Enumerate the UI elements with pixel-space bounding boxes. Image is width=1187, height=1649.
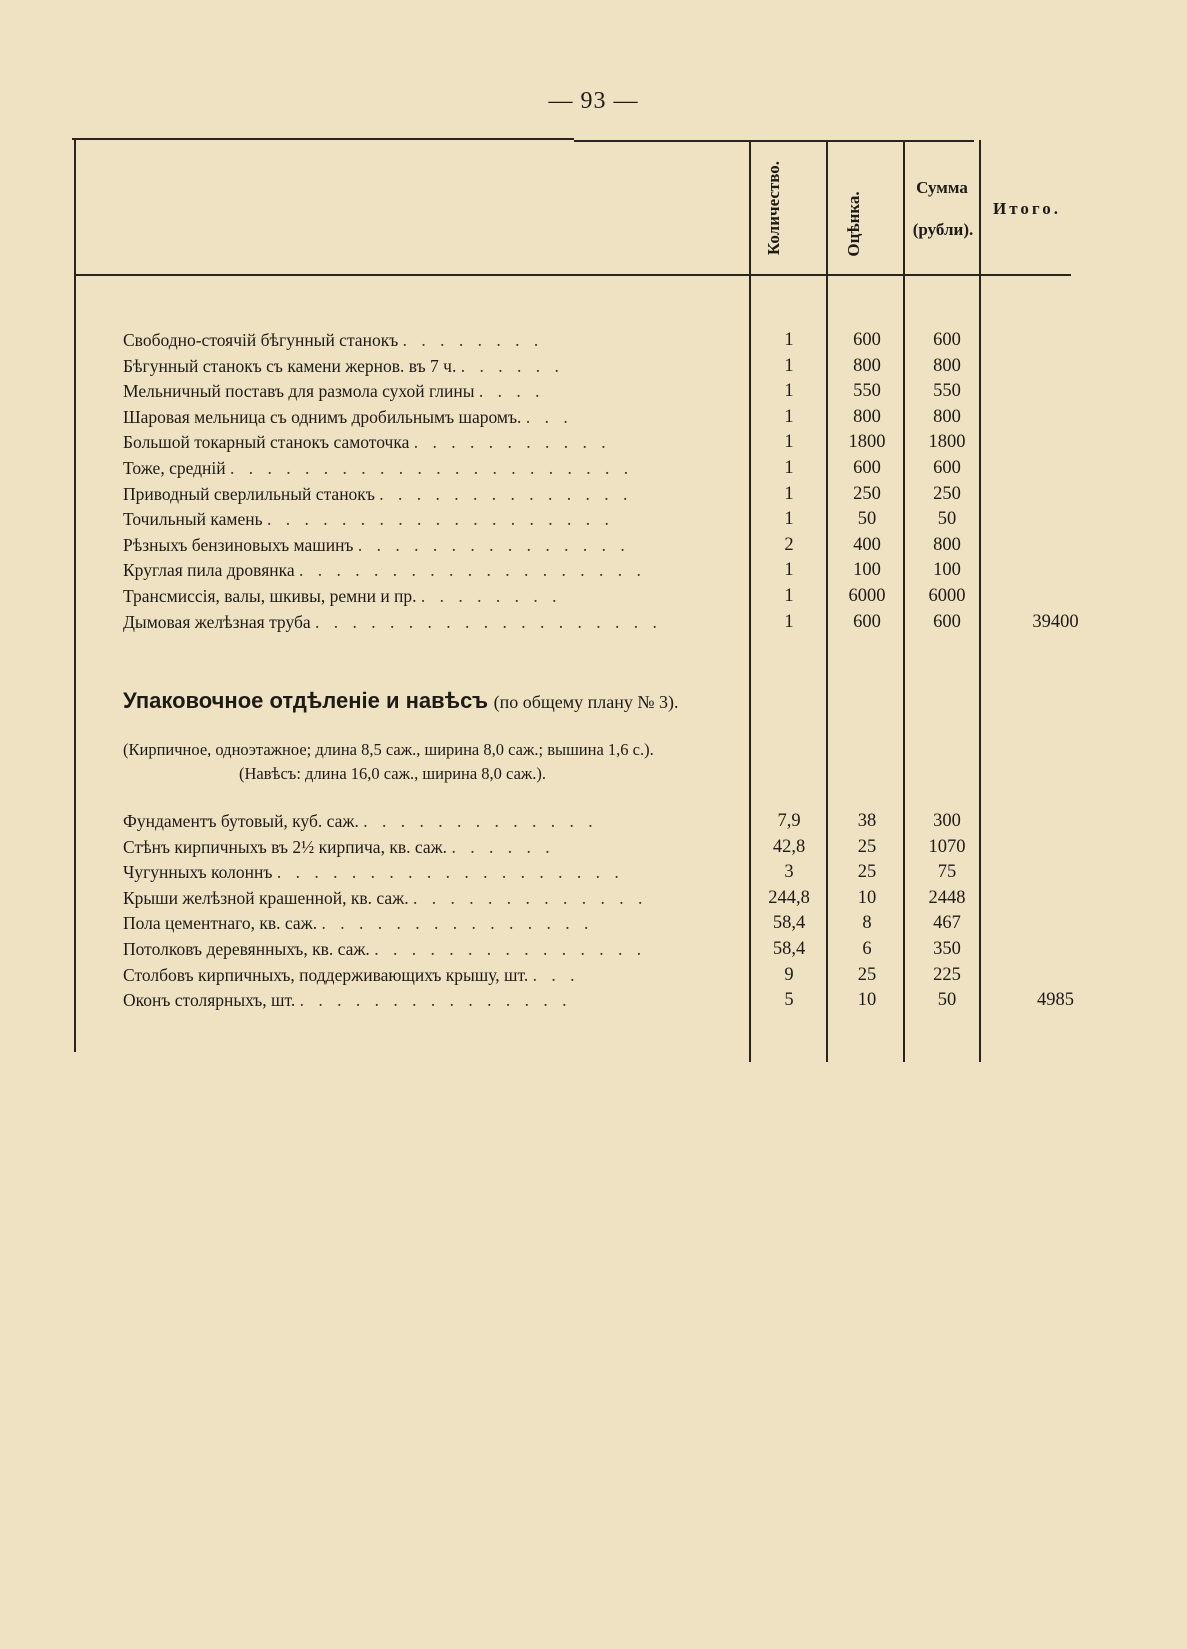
page-number: — 93 — [548,88,639,114]
leader-dots: . . . . . . [460,355,564,376]
estimate-cell: 400 [853,534,881,555]
table-row [123,936,1123,962]
estimate-cell: 250 [853,483,881,504]
leader-dots: . . . . . . . . . . . . . . . . . . . [266,509,614,530]
leader-dots: . . . . . . . . . . . [413,432,611,453]
estimate-cell: 25 [857,862,877,883]
sum-cell: 225 [933,964,961,985]
row-label [123,532,723,558]
row-label-text: Крыши желѣзной крашенной, кв. саж. [123,887,409,908]
sum-cell: 50 [937,990,957,1011]
table-row [123,583,1123,609]
quantity-cell: 1 [784,330,794,350]
total-cell: 4985 [1037,990,1074,1011]
table-row [123,455,1123,481]
table-row [123,557,1123,583]
quantity-cell: 1 [784,509,794,530]
estimate-cell: 600 [853,458,881,478]
table-row [123,327,1123,353]
estimate-cell: 800 [853,406,881,427]
estimate-cell: 600 [853,611,881,632]
row-label-text: Оконъ столярныхъ, шт. [123,990,296,1011]
header-total: Итого. [993,199,1061,218]
header-sum-line1: Сумма [916,178,968,197]
sum-cell: 350 [933,939,961,959]
sum-cell: 75 [937,862,957,883]
row-label [123,506,723,532]
table-row [123,859,1123,885]
table-row [123,808,1123,834]
header-quantity: Количество. [764,160,783,256]
left-border [74,140,76,1052]
leader-dots: . . . . . . . . . . . . . . . . . . . [299,560,646,581]
table-row [123,987,1123,1013]
row-label-text: Тоже, средній [123,458,226,478]
sum-cell: 600 [933,458,961,478]
row-label-text: Фундаментъ бутовый, куб. саж. [123,811,359,831]
header-estimate: Оцѣнка. [844,191,863,257]
header-sum-line2: (рубли). [912,220,974,239]
sum-cell: 467 [933,913,961,934]
quantity-cell: 58,4 [772,939,806,959]
table-row [123,609,1123,635]
estimate-cell: 50 [857,509,877,530]
row-label-text: Точильный камень [123,509,263,530]
row-label-text: Шаровая мельница съ однимъ дробильнымъ шаромъ. [123,406,522,427]
sum-cell: 6000 [928,586,966,606]
quantity-cell: 7,9 [777,811,801,831]
table-row [123,834,1123,860]
leader-dots: . . . . . . . . [402,330,544,350]
quantity-cell: 1 [784,355,794,376]
sum-cell: 800 [933,355,961,376]
quantity-cell: 3 [784,862,794,883]
table-row [123,429,1123,455]
row-label [123,885,723,911]
leader-dots: . . . . . . . . . . . . . . . . . . . [276,862,624,883]
quantity-cell: 58,4 [772,913,806,934]
row-label [123,987,723,1013]
row-label [123,481,723,507]
row-label-text: Большой токарный станокъ самоточка [123,432,410,453]
row-label [123,962,723,988]
quantity-cell: 1 [784,432,794,453]
quantity-cell: 1 [784,611,794,632]
quantity-cell: 1 [784,586,794,606]
estimate-cell: 38 [857,811,877,831]
estimate-cell: 1800 [848,432,886,453]
table-row [123,481,1123,507]
row-label [123,609,723,635]
leader-dots: . . . . . . . . . . . . . . . [299,990,572,1011]
leader-dots: . . . . . . . . . . . . . . . . . . . [315,611,662,632]
shed-dimensions-note: (Навѣсъ: длина 16,0 саж., ширина 8,0 саж.). [239,764,547,783]
table-row [123,962,1123,988]
sum-cell: 600 [933,330,961,350]
row-label-text: Приводный сверлильный станокъ [123,483,375,504]
leader-dots: . . . . . . . . [420,586,562,606]
table-row [123,404,1123,430]
leader-dots: . . . . . . . . . . . . . . . . . . . . . . [230,458,634,478]
row-label-text: Круглая пила дровянка [123,560,295,581]
sum-cell: 2448 [928,887,966,908]
estimate-cell: 10 [857,887,877,908]
table-top-rule-right [574,140,974,142]
estimate-cell: 600 [853,330,881,350]
estimate-cell: 25 [857,964,877,985]
row-label [123,378,723,404]
sum-cell: 50 [937,509,957,530]
quantity-cell: 1 [784,560,794,581]
sum-cell: 1070 [928,836,966,857]
quantity-cell: 1 [784,458,794,478]
leader-dots: . . . . . . . . . . . . . . . [374,939,647,959]
header-bottom-rule [76,274,1071,276]
quantity-cell: 244,8 [768,887,810,908]
table-row [123,532,1123,558]
row-label-text: Рѣзныхъ бензиновыхъ машинъ [123,534,354,555]
building-dimensions-note: (Кирпичное, одноэтажное; длина 8,5 саж., ширина 8,0 саж.; вышина 1,6 с.). [123,740,654,759]
section-title-main: Упаковочное отдѣленіе и навѣсъ [123,688,489,713]
estimate-cell: 25 [857,836,877,857]
row-label [123,404,723,430]
section-title [123,688,679,714]
quantity-cell: 1 [784,381,794,402]
sum-cell: 100 [933,560,961,581]
sum-cell: 250 [933,483,961,504]
table-row [123,378,1123,404]
quantity-cell: 5 [784,990,794,1011]
leader-dots: . . . [525,406,573,427]
table-row [123,506,1123,532]
quantity-cell: 1 [784,483,794,504]
row-label [123,859,723,885]
estimate-cell: 10 [857,990,877,1011]
leader-dots: . . . . . . . . . . . . . . . [321,913,594,934]
leader-dots: . . . . [478,381,545,402]
row-label-text: Чугунныхъ колоннъ [123,862,273,883]
table-top-rule [72,138,574,140]
leader-dots: . . . . . . . . . . . . . [413,887,648,908]
row-label [123,455,723,481]
sum-cell: 550 [933,381,961,402]
estimate-cell: 8 [862,913,872,934]
row-label [123,353,723,379]
row-label-text: Дымовая желѣзная труба [123,611,311,632]
quantity-cell: 2 [784,534,794,555]
estimate-cell: 100 [853,560,881,581]
leader-dots: . . . . . . . . . . . . . . . [357,534,630,555]
row-label-text: Столбовъ кирпичныхъ, поддерживающихъ крышу, шт. [123,964,529,985]
total-cell: 39400 [1032,611,1079,632]
estimate-cell: 800 [853,355,881,376]
row-label-text: Бѣгунный станокъ съ камени жернов. въ 7 ч. [123,355,457,376]
row-label [123,557,723,583]
leader-dots: . . . . . . [451,836,555,857]
table-row [123,885,1123,911]
estimate-cell: 550 [853,381,881,402]
row-label [123,834,723,860]
row-label [123,429,723,455]
sum-cell: 1800 [928,432,966,453]
row-label [123,583,723,609]
leader-dots: . . . . . . . . . . . . . [363,811,598,831]
sum-cell: 800 [933,406,961,427]
estimate-cell: 6 [862,939,872,959]
sum-cell: 800 [933,534,961,555]
estimate-cell: 6000 [848,586,886,606]
table-row [123,910,1123,936]
row-label [123,936,723,962]
quantity-cell: 42,8 [772,836,806,857]
row-label-text: Мельничный поставъ для размола сухой глины [123,381,475,402]
sum-cell: 600 [933,611,961,632]
row-label-text: Трансмиссія, валы, шкивы, ремни и пр. [123,586,417,606]
section-title-plan: (по общему плану № 3). [493,692,679,712]
leader-dots: . . . [532,964,580,985]
row-label-text: Потолковъ деревянныхъ, кв. саж. [123,939,370,959]
row-label-text: Стѣнъ кирпичныхъ въ 2½ кирпича, кв. саж. [123,836,448,857]
leader-dots: . . . . . . . . . . . . . . [379,483,633,504]
table-row [123,353,1123,379]
quantity-cell: 1 [784,406,794,427]
row-label-text: Пола цементнаго, кв. саж. [123,913,318,934]
row-label [123,910,723,936]
sum-cell: 300 [933,811,961,831]
quantity-cell: 9 [784,964,794,985]
row-label [123,327,723,353]
row-label [123,808,723,834]
row-label-text: Свободно-стоячій бѣгунный станокъ [123,330,399,350]
